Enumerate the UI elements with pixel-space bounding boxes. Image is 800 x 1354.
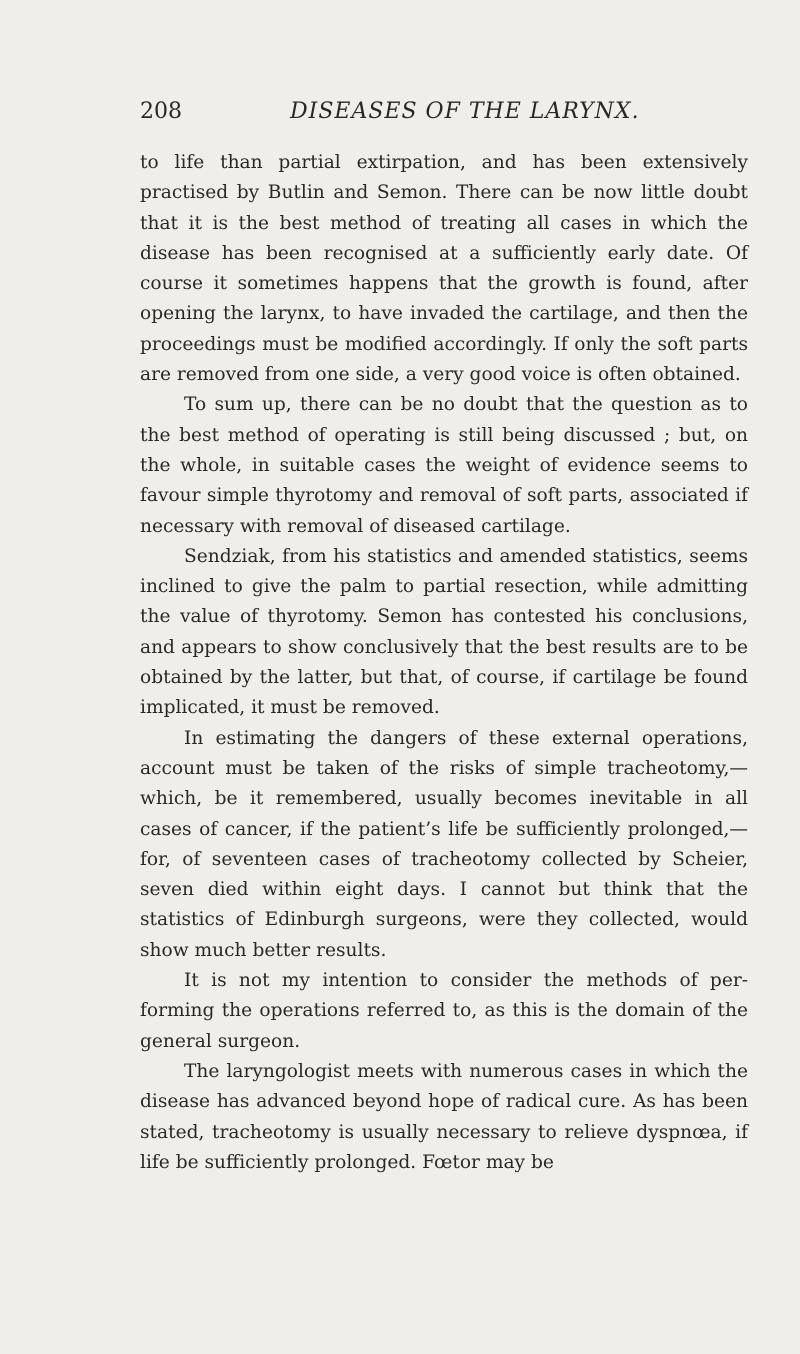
paragraph-dangers: In estimating the dangers of these external operations, account must be taken of the risks of simple tracheotomy,— which, be it remembered, usually becomes inevitable in all cases of cancer, if the patient’s life be sufficiently prolonged,— for, of seventeen cases of tracheotomy collected by Scheier, seven died within eight days. I cannot but think that the statistics of Edinburgh surgeons, were they collected, would show much better results. (140, 727, 748, 961)
paragraph-continuation: to life than partial extirpation, and has been extensively practised by Butlin and Semon. There can be now little doubt that it is the best method of treating all cases in which the disease has been recognised at a sufficiently early date. Of course it sometimes happens that the growth is found, after opening the larynx, to have invaded the cartilage, and then the proceedings must be modified accordingly. If only the soft parts are removed from one side, a very good voice is often obtained. (140, 152, 748, 386)
paragraph-laryngologist: The laryngologist meets with numerous cases in which the disease has advanced beyond hope of radical cure. As has been stated, tracheotomy is usually necessary to relieve dyspnœa, if life be sufficiently prolonged. Fœtor may be (140, 1060, 748, 1173)
page-header (140, 97, 700, 127)
paragraph-summary: To sum up, there can be no doubt that the question as to the best method of operating is still being discussed ; but, on the whole, in suitable cases the weight of evidence seems to favour simple thyrotomy and removal of soft parts, associated if necessary with removal of diseased cartilage. (140, 394, 748, 537)
running-title: DISEASES OF THE LARYNX. (290, 99, 640, 124)
page-number: 208 (140, 99, 182, 124)
body-text (140, 148, 748, 1178)
paragraph-sendziak: Sendziak, from his statistics and amended statistics, seems inclined to give the palm to partial resection, while admitting the value of thyrotomy. Semon has contested his conclusions, and appears to show conclusively that the best results are to be obtained by the latter, but that, of course, if cartilage be found implicated, it must be removed. (140, 545, 748, 719)
paragraph-intention: It is not my intention to consider the methods of per- forming the operations referred to, as this is the domain of the general surgeon. (140, 970, 748, 1052)
